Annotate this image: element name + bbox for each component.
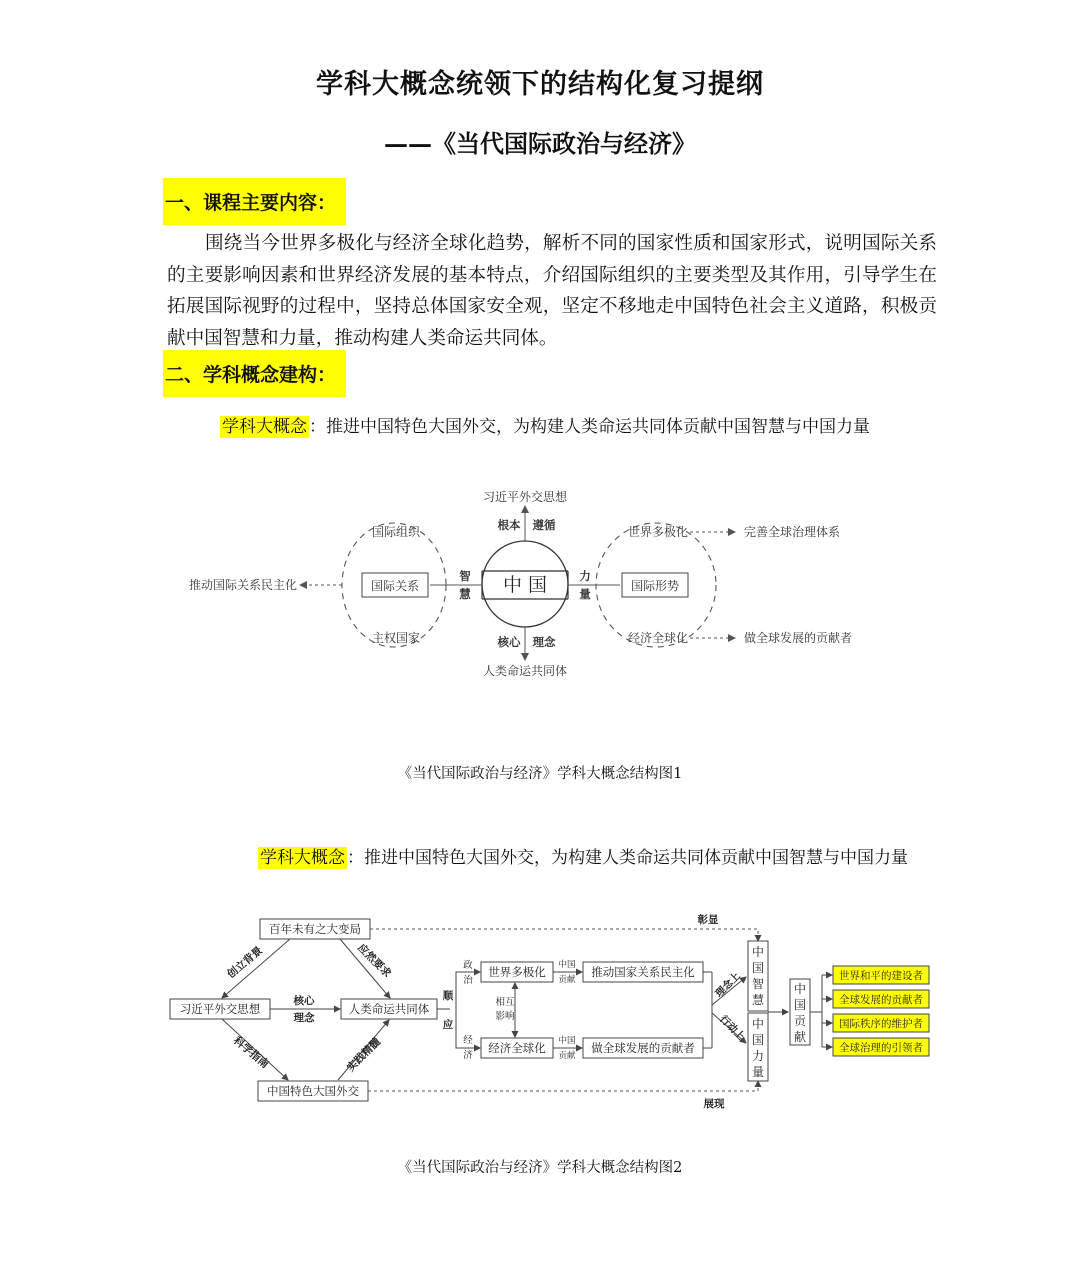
edge-scientific-guide: 科学指南: [230, 1034, 271, 1071]
right-top-multipolar: 世界多极化: [627, 525, 689, 539]
section-heading-course-content: 一、课程主要内容：: [163, 178, 346, 225]
structure-diagram-1: [0, 470, 1080, 700]
edge-in-concept: 理念上: [713, 970, 743, 1000]
edge-inherent-requirement: 应然要求: [355, 941, 394, 980]
edge-in-action: 行动上: [717, 1013, 747, 1043]
edge-conform-2: 应: [442, 1019, 454, 1031]
node-china-power-1: 中: [751, 1017, 765, 1031]
big-concept-text-2: 推进中国特色大国外交，为构建人类命运共同体贡献中国智慧与中国力量: [364, 848, 908, 868]
node-china-contribution-2: 国: [793, 998, 807, 1012]
node-china-wisdom-2: 国: [751, 961, 765, 975]
edge-mutual-1: 相互: [495, 997, 515, 1008]
edge-concept: 理念: [293, 1012, 315, 1024]
node-china-wisdom-1: 中: [751, 945, 765, 959]
edge-contrib-1: 中国: [558, 960, 576, 970]
bottom-node: 人类命运共同体: [482, 664, 568, 678]
structure-diagram-2: [0, 895, 1080, 1125]
node-china-power-2: 国: [751, 1033, 765, 1047]
right-box-intl-situation-label: 国际形势: [630, 579, 680, 593]
right-side-label-power-1: 力: [579, 569, 591, 583]
big-concept-text: 推进中国特色大国外交，为构建人类命运共同体贡献中国智慧与中国力量: [326, 417, 870, 437]
node-multipolar: 世界多极化: [488, 965, 546, 979]
edge-practice-essence: 实践精髓: [344, 1035, 383, 1074]
bottom-right-label: 理念: [532, 635, 556, 649]
big-concept-line-1: [220, 412, 870, 437]
edge-mutual-2: 影响: [495, 1011, 515, 1022]
edge-conform-1: 顺: [442, 990, 454, 1002]
edge-contrib-3: 中国: [558, 1036, 576, 1046]
edge-founding-background: 创立背景: [225, 944, 266, 981]
node-china-wisdom-3: 智: [751, 977, 765, 991]
node-major-country-diplomacy: 中国特色大国外交: [267, 1084, 359, 1098]
bottom-left-label: 核心: [497, 635, 521, 649]
edge-contrib-4: 贡献: [558, 1051, 576, 1061]
big-concept-colon: ：: [309, 417, 326, 437]
node-china-power-4: 量: [751, 1065, 765, 1079]
page-subtitle: ——《当代国际政治与经济》: [384, 129, 696, 158]
left-outer-democratization: 推动国际关系民主化: [188, 578, 298, 592]
edge-economy-1: 经: [463, 1035, 473, 1046]
node-china-contribution-1: 中: [793, 982, 807, 996]
right-outer-global-governance: 完善全球治理体系: [743, 525, 841, 539]
edge-manifest: 彰显: [697, 914, 719, 926]
node-century-change: 百年未有之大变局: [269, 922, 361, 936]
node-shared-future: 人类命运共同体: [348, 1002, 430, 1016]
node-xi-diplomacy: 习近平外交思想: [179, 1002, 261, 1016]
result-governance-leader: 全球治理的引领者: [839, 1042, 923, 1054]
left-box-intl-relations-label: 国际关系: [370, 579, 420, 593]
node-china-wisdom-4: 慧: [751, 993, 765, 1007]
course-content-paragraph: 围绕当今世界多极化与经济全球化趋势，解析不同的国家性质和国家形式，说明国际关系的主要影响因素和世界经济发展的基本特点，介绍国际组织的主要类型及其作用，引导学生在拓展国际视野的过程中，坚持总体国家安全观，坚定不移地走中国特色社会主义道路，积极贡献中国智慧和力量，推动构建人类命运共同体。: [167, 233, 937, 349]
edge-economy-2: 济: [463, 1050, 473, 1061]
right-side-label-power-2: 量: [579, 587, 591, 601]
center-node-china: 中 国: [502, 574, 548, 596]
page-title: 学科大概念统领下的结构化复习提纲: [316, 69, 764, 100]
left-side-label-wisdom-1: 智: [459, 569, 471, 583]
big-concept-line-2: [258, 843, 908, 868]
right-outer-global-development: 做全球发展的贡献者: [743, 631, 853, 645]
edge-contrib-2: 贡献: [558, 975, 576, 985]
edge-core: 核心: [293, 995, 315, 1007]
big-concept-label-2: 学科大概念: [260, 848, 345, 868]
diagram-2-caption: 《当代国际政治与经济》学科大概念结构图2: [397, 1160, 683, 1176]
node-globalization: 经济全球化: [488, 1041, 546, 1055]
result-dev-contributor: 全球发展的贡献者: [839, 994, 923, 1006]
result-order-defender: 国际秩序的维护者: [839, 1018, 923, 1030]
big-concept-colon-2: ：: [347, 848, 364, 868]
edge-politics-1: 政: [463, 960, 473, 971]
top-left-label: 根本: [497, 518, 521, 532]
node-democratize: 推动国家关系民主化: [591, 965, 695, 979]
left-bottom-sovereign-state: 主权国家: [371, 631, 421, 645]
result-peace-builder: 世界和平的建设者: [839, 970, 923, 982]
node-global-dev: 做全球发展的贡献者: [591, 1041, 695, 1055]
edge-show: 展现: [703, 1098, 725, 1110]
left-top-intl-org: 国际组织: [371, 525, 421, 539]
top-right-label: 遵循: [532, 518, 556, 532]
node-china-power-3: 力: [751, 1049, 765, 1063]
diagram-1-caption: 《当代国际政治与经济》学科大概念结构图1: [397, 766, 683, 782]
node-china-contribution-4: 献: [793, 1030, 807, 1044]
section-heading-concept-construction: 二、学科概念建构：: [163, 350, 346, 397]
right-bottom-globalization: 经济全球化: [627, 631, 689, 645]
edge-politics-2: 治: [463, 975, 473, 986]
left-side-label-wisdom-2: 慧: [459, 587, 471, 601]
node-china-contribution-3: 贡: [793, 1014, 807, 1028]
big-concept-label: 学科大概念: [222, 417, 307, 437]
top-node: 习近平外交思想: [482, 490, 568, 504]
